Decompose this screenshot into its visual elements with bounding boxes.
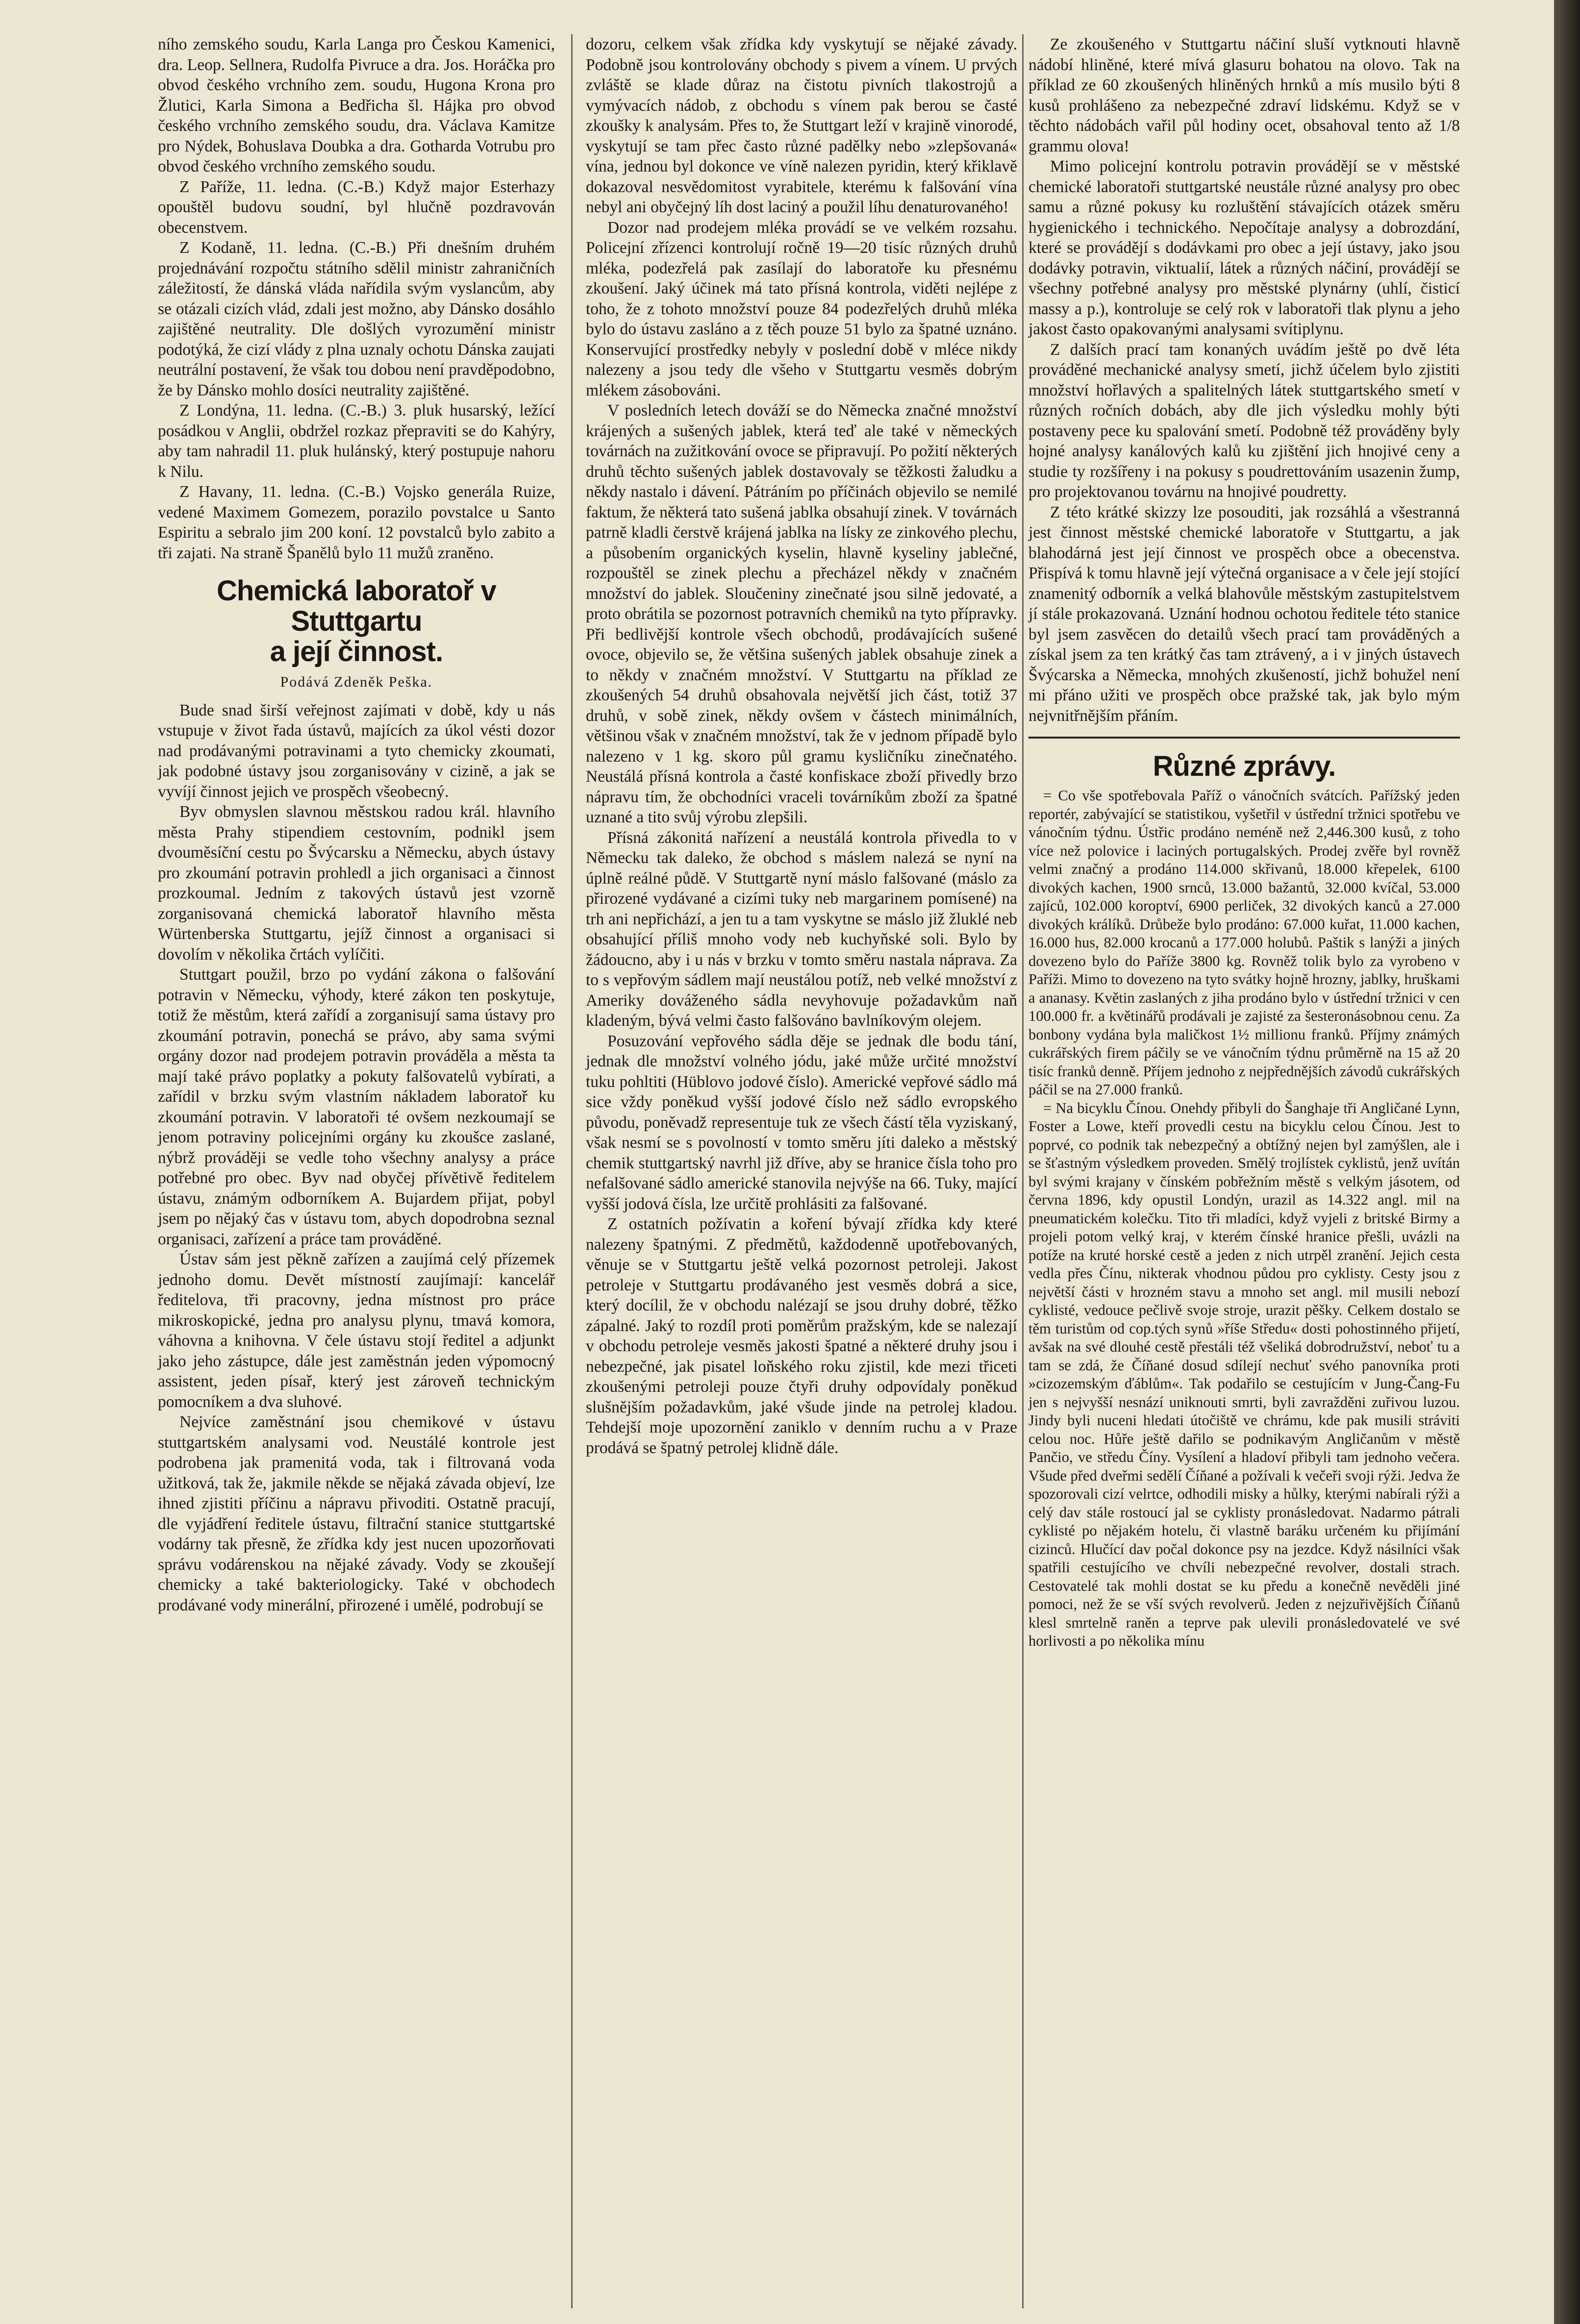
misc-news: [1028, 787, 1460, 1651]
section-headline: Různé zprávy.: [1153, 750, 1336, 782]
column-middle: [586, 34, 1017, 1458]
column-left: [158, 34, 555, 1615]
news-copenhagen: Z Kodaně, 11. ledna. (C.-B.) Při dnešním druhém projednávání rozpočtu státního sdělil ministr zahraničních záležitostí, že dánská vláda nařídila svým vyslancům, aby se otázali cizích vlád, zdali jest možno, aby Dánsko dosáhlo zajištěné neutrality. Dle došlých vyrozumění ministr podotýká, že cizí vlády z plna uznaly ochotu Dánska zaujati neutrální postavení, že však tou dobou není pravděpodobno, že by Dánsko mohlo dosíci neutrality zajištěné.: [158, 239, 555, 399]
column-rule: [1022, 34, 1024, 2308]
paragraph: V posledních letech dováží se do Německa značné množství krájených a sušených jablek, která teď ale také v německých továrnách na zužitkování ovoce se připravují. Po požití některých druhů těchto sušených jablek dostavovaly se těžkosti žaludku a někdy nastalo i dávení. Pátráním po příčinách objevilo se nemilé faktum, že některá tato sušená jablka obsahují zinek. V továrnách patrně kladli čerstvě krájená jablka na lísky ze zinkového plechu, a působením organických kyselin, hlavně kyseliny jablečné, rozpouštěl se zinek plechu a přecházel někdy v značném množství do jablek. Sloučeniny zinečnaté jsou silně jedovaté, a proto obrátila se pozornost potravních chemiků na tyto přípravky. Při bedlivější kontrole všech obchodů, prodávajících sušené ovoce, objevilo se, že většina sušených jablek obsahuje zinek a to někdy v značném množství. V Stuttgartu na příklad ze zkoušených 54 druhů obsahovala největší jich část, totiž 37 druhů, v sobě zinek, někdy ovšem v částech minimálních, většinou však v značném množství, tak že v jednom případě bylo nalezeno v 1 kg. skoro půl gramu kysličníku zinečnatého. Neustálá přísná kontrola a časté konfiskace zboží přivedly brzo nápravu tím, že obchodníci vraceli továrníkům zboží za špatné uznané a tito svůj výrobu zlepšili.: [586, 401, 1017, 826]
paragraph: Byv obmyslen slavnou městskou radou král. hlavního města Prahy stipendiem cestovním, podnikl jsem dvouměsíční cestu po Švýcarsku a Německu, abych ústavy pro zkoumání potravin prohledl a jich organisaci a činnost prozkoumal. Jedním z takových ústavů jest vzorně zorganisovaná chemická laboratoř hlavního města Würtenberska Stuttgartu, jejíž činnost a organisaci si dovolím v několika črtách vylíčiti.: [158, 803, 555, 964]
news-item: = Co vše spotřebovala Paříž o vánočních svátcích. Pařížský jeden reportér, zabývající se statistikou, vyšetřil v ústřední tržnici spotřebu ve vánočním týdnu. Ústřic prodáno neméně než 2,446.300 kusů, z toho více než polovice i laciných portugalských. Prodej zvěře byl rovněž velmi značný a prodáno 114.000 skřivanů, 18.000 křepelek, 6100 divokých kachen, 1900 srnců, 13.000 bažantů, 32.000 kvíčal, 53.000 zajíců, 102.000 koroptví, 6900 perliček, 32 divokých kanců a 27.000 divokých králíků. Drůbeže bylo prodáno: 67.000 kuřat, 11.000 kachen, 16.000 hus, 82.000 krocanů a 177.000 holubů. Paštik s lanýži a jiných dovezeno bylo do Paříže 3800 kg. Rovněž tolik bylo za vyrobeno v Paříži. Mimo to dovezeno na tyto svátky hojně hrozny, jablky, hruškami a ananasy. Květin zaslaných z jiha prodáno bylo v ústřední tržnici v cen 100.000 fr. a květinářů prodávali je zajisté za šesteronásobnou cenu. Za bonbony vydána byla maličkost 1½ millionu franků. Příjmy známých cukrářských firem páčily se ve vánočním týdnu průměrně na 15 až 20 tisíc franků denně. Příjem jednoho z nejpřednějších závodů cukrářských páčil se na 27.000 franků.: [1028, 787, 1460, 1098]
page-edge: [1554, 0, 1580, 2324]
headline-line-1: Chemická laboratoř v Stuttgartu: [217, 575, 496, 637]
section-divider: [1028, 737, 1460, 739]
paragraph: Bude snad širší veřejnost zajímati v době, kdy u nás vstupuje v život řada ústavů, majících za úkol vésti dozor nad prodávanými potravinami a tyto chemicky zkoumati, jak podobné ústavy jsou zorganisovány v cizině, a jak se vyvíjí činnost jejich ve prospěch všeobecný.: [158, 701, 555, 801]
column-rule: [571, 34, 573, 2308]
paragraph: Stuttgart použil, brzo po vydání zákona o falšování potravin v Německu, výhody, které zákon ten poskytuje, totiž že městům, která zařídí a zorganisují sama ústavy pro zkoumání potravin, ponechá se právo, aby sama svými orgány dozor nad prodejem potravin prováděla a města ta mají také právo poplatky a pokuty falšovatelů vybírati, a zařídil v brzku svým vlastním nákladem laboratoř ku zkoumání potravin. V laboratoři té ovšem nezkoumají se jenom potraviny policejními orgány ku zkoušce zaslané, nýbrž prováději se vedle toho všechny analysy a práce potřebné pro obec. Byv nad obyčej přívětivě ředitelem ústavu, známým odborníkem A. Bujardem přijat, pobyl jsem po nějaký čas v ústavu tom, abych dopodrobna seznal organisaci, zařízení a práce tam prováděné.: [158, 965, 555, 1248]
paragraph: Z této krátké skizzy lze posouditi, jak rozsáhlá a všestranná jest činnost městské chemické laboratoře v Stuttgartu, a jak blahodárná jest její činnost ve prospěch obce a obecenstva. Přispívá k tomu hlavně její výtečná organisace a v čele její stojící znamenitý odborník a velká blahovůle městským zastupitelstvem jí stále prokazovaná. Uznání hodnou ochotou ředitele této stanice byl jsem zasvěcen do detailů všech prací tam prováděných a získal jsem za ten krátký čas tam ztrávený, a i v jiných ústavech Švýcarska a Německa, mnohých zkušeností, jichž bohužel není mi přáno užiti ve prospěch obce pražské tak, jak bylo mým nejvnitřnějším přáním.: [1028, 503, 1460, 725]
paragraph: Z ostatních požívatin a koření bývají zřídka kdy které nalezeny špatnými. Z předmětů, každodenně upotřebovaných, věnuje se v Stuttgartu ještě velká pozornost petroleji. Jakost petroleje v Stuttgartu prodávaného jest vesměs dobrá a sice, který docílil, že v obchodu nalézají se jsou druhy dobré, těžko zápalné. Jaký to rozdíl proti poměrům pražským, kde se nalezají v obchodu petroleje vesměs jakosti špatné a některé druhy jsou i nebezpečné, jak pisatel loňského roku zjistil, kde mezi třiceti zkoušenými petroleji pouze čtyři druhy odpovídaly poněkud slušnějším požadavkům, jaké všude jinde na petrolej kladou. Tehdejší moje upozornění zaniklo v denním ruchu a v Praze prodává se špatný petrolej klidně dále.: [586, 1215, 1017, 1457]
paragraph: Ze zkoušeného v Stuttgartu náčiní sluší vytknouti hlavně nádobí hliněné, které mívá glasuru bohatou na olovo. Tak na příklad ze 60 zkoušených hliněných hrnků a mís musilo býti 8 kusů prohlášeno za nebezpečné zdraví lidskému. Když se v těchto nádobách vařil půl hodiny ocet, obsahoval tento až 1/8 grammu olova!: [1028, 35, 1460, 155]
column-right: [1028, 34, 1460, 1651]
paragraph: ního zemského soudu, Karla Langa pro Českou Kamenici, dra. Leop. Sellnera, Rudolfa Pivruce a dra. Jos. Horáčka pro obvod českého vrchního zem. soudu, Hugona Krona pro Žlutici, Karla Simona a Bedřicha šl. Hájka pro obvod českého vrchního zemského soudu, dra. Václava Kamitze pro Nýdek, Bohuslava Doubka a dra. Gotharda Votrubu pro obvod českého vrchního zemského soudu.: [158, 35, 555, 175]
paragraph: Ústav sám jest pěkně zařízen a zaujímá celý přízemek jednoho domu. Devět místností zaujímají: kancelář ředitelova, tři pracovny, jedna místnost pro práce mikroskopické, jedna pro analysu plynu, tmavá komora, váhovna a knihovna. V čele ústavu stojí ředitel a adjunkt jako jeho zástupce, dále jest zaměstnán jeden výpomocný assistent, jeden písař, který jest zároveň technickým pomocníkem a dva sluhové.: [158, 1250, 555, 1411]
paragraph: Přísná zákonitá nařízení a neustálá kontrola přivedla to v Německu tak daleko, že obchod s máslem nalezá se nyní na úplně reálné půdě. V Stuttgartě nyní máslo falšované (máslo za přirozené vydávané a cizími tuky neb margarinem pomísené) na trh ani nepřichází, a jen tu a tam vyskytne se máslo již žluklé neb obsahující příliš mnoho vody neb kuchyňské soli. Bylo by žádoucno, aby i u nás v brzku v tomto směru nastala náprava. Za to s vepřovým sádlem mají neustálou potíž, neb velké množství z Ameriky dováženého sádla nevyhovuje požadavkům naň kladeným, bývá velmi často falšováno bavlníkovým olejem.: [586, 828, 1017, 1030]
paragraph: dozoru, celkem však zřídka kdy vyskytují se nějaké závady. Podobně jsou kontrolovány obchody s pivem a vínem. U prvých zvláště se klade důraz na čistotu pivních tlakostrojů a vymývacích nádob, z obchodu s vínem pak berou se časté zkoušky k analysám. Přes to, že Stuttgart leží v krajině vinorodé, vyskytují se tam přec často různé padělky nebo »zlepšovaná« vína, jednou byl dokonce ve víně nalezen pyridin, který křiklavě dokazoval nesvědomitost vyrabitele, kterému k falšování vína nebyl ani obyčejný líh dost laciný a použil líhu denaturovaného!: [586, 35, 1017, 216]
paragraph: Nejvíce zaměstnání jsou chemikové v ústavu stuttgartském analysami vod. Neustálé kontrole jest podrobena jak pramenitá voda, tak i filtrovaná voda užitková, tak že, jakmile někde se nějaká závada objeví, lze ihned zjistiti příčinu a nápravu přivoditi. Ostatně pracují, dle vyjádření ředitele ústavu, filtrační stanice stuttgartské vodárny tak přesně, že zřídka kdy jest nucen upozorňovati správu vodárenskou na nějaké závady. Vody se zkoušejí chemicky a také bakteriologicky. Také v obchodech prodávané vody minerální, přirozené i umělé, podrobují se: [158, 1413, 555, 1614]
paragraph: Mimo policejní kontrolu potravin provádějí se v městské chemické laboratoři stuttgartské neustále různé analysy pro obec samu a různé pokusy ku rozluštění stávajících otázek směru hygienického i technického. Nepočítaje analysy a dobrozdání, které se provádějí s dodávkami pro obec a její ústavy, jako jsou dodávky potravin, viktualií, látek a různých náčiní, provádějí se všechny potřebné analysy pro městské plynárny (uhlí, čisticí massy a p.), kontroluje se celý rok v laboratoři tlak plynu a jeho jakost často opakovanými analysami svítiplynu.: [1028, 157, 1460, 338]
byline: Podává Zdeněk Peška.: [280, 674, 433, 690]
news-paris: Z Paříže, 11. ledna. (C.-B.) Když major Esterhazy opouštěl budovu soudní, byl hlučně pozdravován obecenstvem.: [158, 177, 555, 237]
paragraph: Dozor nad prodejem mléka provádí se ve velkém rozsahu. Policejní zřízenci kontrolují ročně 19—20 tisíc různých druhů mléka, podezřelá pak zasílají do laboratoře ku přesnému zkoušení. Jaký účinek má tato přísná kontrola, viděti nejlépe z toho, že z tohoto množství pouze 84 podezřelých druhů mléka bylo do ústavu zasláno a z těch pouze 51 bylo za špatné uznáno. Konservující prostředky nebyly v poslední době v mléce nikdy nalezeny a jsou tedy dle všeho v Stuttgartu vesměs dobrým mlékem zásobováni.: [586, 218, 1017, 399]
news-havana: Z Havany, 11. ledna. (C.-B.) Vojsko generála Ruize, vedené Maximem Gomezem, porazilo povstalce u Santo Espiritu a sebralo jim 200 koní. 12 povstalců bylo zabito a tři zajati. Na straně Španělů bylo 11 mužů zraněno.: [158, 483, 555, 562]
paragraph: Z dalších prací tam konaných uvádím ještě po dvě léta prováděné mechanické analysy smetí, jichž účelem bylo zjistiti množství hořlavých a spalitelných látek stuttgartského smetí v různých ročních dobách, aby dle jich výsledku mohly býti postaveny pece ku spalování smetí. Podobně též prováděny byly hojné analysy kanálových kalů ku zjištění jich hnojivé ceny a studie ty rozšířeny i na pokusy s poudrettováním usazenin žump, pro projektovanou továrnu na hnojivé poudretty.: [1028, 340, 1460, 501]
paragraph: Posuzování vepřového sádla děje se jednak dle bodu tání, jednak dle množství volného jódu, jaké může určité množství tuku pohltiti (Hüblovo jodové číslo). Americké vepřové sádlo má sice vždy poněkud vyšší jodové číslo než sádlo evropského původu, poněvadž representuje tuk ze všech částí těla vyziskaný, však nesmí se s povolností v tomto směru jíti daleko a městský chemik stuttgartský navrhl již dříve, aby se hranice čísla toho pro nefalšované sádlo americké stanovila nejvýše na 66. Tuky, mající vyšší jodová čísla, lze určitě prohlásiti za falšované.: [586, 1032, 1017, 1213]
news-item: = Na bicyklu Čínou. Onehdy přibyli do Šanghaje tři Angličané Lynn, Foster a Lowe, kteří provedli cestu na bicyklu celou Čínou. Jest to poprvé, co podnik tak nebezpečný a obtížný nejen byl zamýšlen, ale i se šťastným výsledkem proveden. Smělý trojlístek cyklistů, jenž uvítán byl svými krajany v čínském pobřežním městě s velkým jásotem, od června 1896, kdy opustil Londýn, urazil as 14.322 angl. mil na pneumatickém kolečku. Tito tři mladíci, když vyjeli z britské Birmy a projeli potom velký kraj, v kterém čínské hranice přešli, uvázli na potíže na kruté horské cestě a jeden z nich utrpěl zranění. Jejich cesta vedla přes Čínu, nikterak vhodnou půdou pro cyklisty. Cesty jsou z největší části v hrozném stavu a mnoho set angl. mil musili nebozí cyklisté, vedouce pečlivě svoje stroje, urazit pěšky. Celkem dostalo se těm turistům od cop.tých synů »říše Středu« dosti pohostinného přijetí, avšak na své dlouhé cestě přestáli též všeliká dobrodružství, neboť tu a tam se zdá, že Číňané dosud sdílejí nechuť svého panovníka proti »cizozemským ďáblům«. Tak podařilo se cestujícím v Jung-Čang-Fu jen s nejvyšší nesnází uniknouti smrti, byli zavražděni zuřivou luzou. Jindy byli nuceni hledati útočiště ve chrámu, kde pak musili stráviti celou noc. Hůře ještě dařilo se podnikavým Angličanům v městě Pančio, ve středu Číny. Vysílení a hladoví přibyli tam jednoho večera. Všude před dveřmi sedělí Číňané a požívali k večeři svoji rýži. Jedva že spozorovali cizí velrtce, odhodili misky a hůlky, kterými nabírali rýži a celý dav stále rostoucí jal se cyklisty pronásledovat. Nadarmo pátrali cyklisté po nějakém hotelu, či vlastně baráku určeném ku přijímání cizinců. Hlučící dav počal dokonce psy na jezdce. Když násilníci však spatřili cestujícího ve chvíli nebezpečné revolver, dostali strach. Cestovatelé tak mohli dostat se ku předu a konečně nevěděli jiné pomoci, než že se vší svých revolverů. Jeden z nejzuřivějších Číňanů klesl smrtelně raněn a teprve pak ulevili pronásledovatelé ve své horlivosti a po několika mínu: [1028, 1099, 1460, 1649]
article-headline: [158, 576, 555, 667]
news-london: Z Londýna, 11. ledna. (C.-B.) 3. pluk husarský, ležící posádkou v Anglii, obdržel rozkaz přepraviti se do Kahýry, aby tam nahradil 11. pluk hulánský, který postupuje nahoru k Nilu.: [158, 401, 555, 481]
headline-line-2: a její činnost.: [270, 636, 443, 668]
